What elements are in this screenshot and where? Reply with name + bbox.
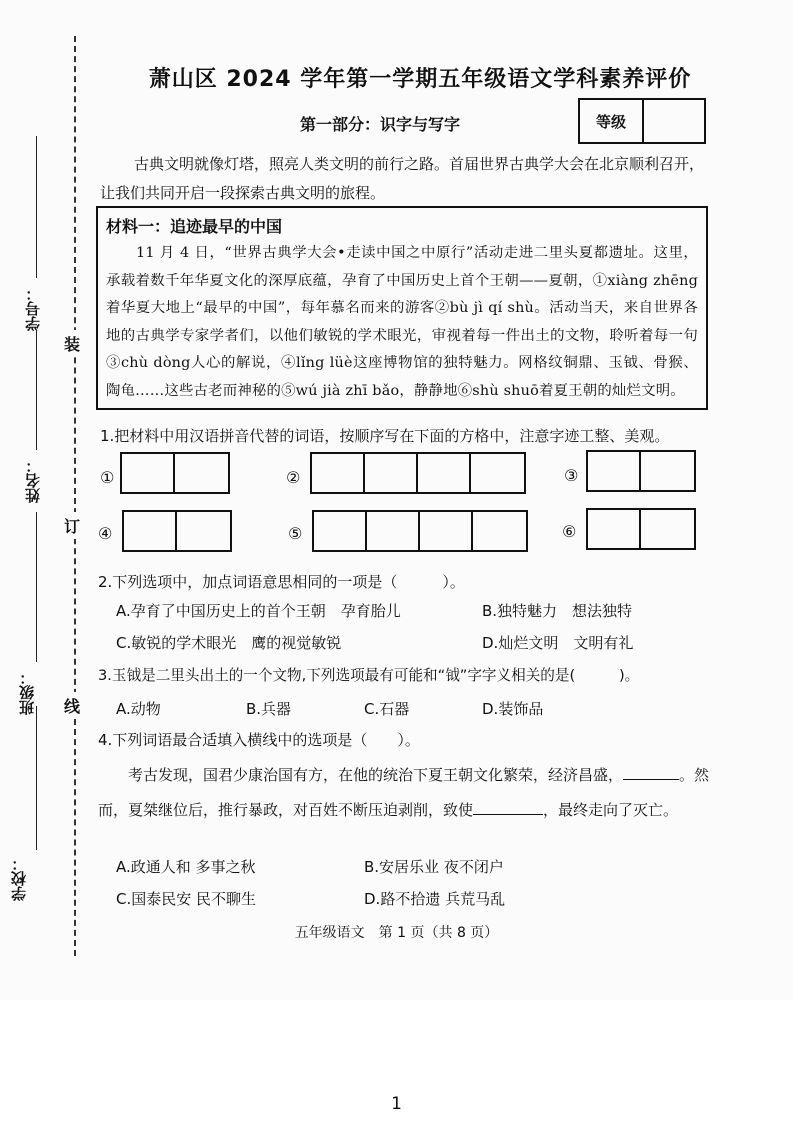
marker-6: ⑥ bbox=[562, 522, 577, 541]
question-2-option-a[interactable]: A.孕育了中国历史上的首个王朝 孕育胎儿 bbox=[116, 602, 401, 620]
binding-mark-zhuang: 装 bbox=[64, 330, 80, 357]
grid-cell[interactable] bbox=[588, 452, 641, 490]
grid-cell[interactable] bbox=[471, 454, 524, 492]
grid-cell[interactable] bbox=[641, 510, 694, 548]
material-one-title: 材料一：追迹最早的中国 bbox=[106, 217, 283, 236]
grid-cell[interactable] bbox=[418, 454, 471, 492]
binding-mark-ding: 订 bbox=[64, 512, 80, 539]
grid-cell[interactable] bbox=[367, 512, 420, 550]
grid-cell[interactable] bbox=[177, 512, 230, 550]
question-3-option-b[interactable]: B.兵器 bbox=[246, 700, 292, 718]
grid-cell[interactable] bbox=[641, 452, 694, 490]
school-line bbox=[36, 706, 37, 850]
question-3-text: 3.玉钺是二里头出土的一个文物,下列选项最有可能和“钺”字字义相关的是( )。 bbox=[98, 667, 640, 684]
passage-part-b: 。然而，夏桀继位后，推行暴政，对百姓不断压迫剥削，致使 bbox=[98, 766, 710, 819]
grid-cell[interactable] bbox=[473, 512, 526, 550]
question-4-text: 4.下列词语最合适填入横线中的选项是（ ）。 bbox=[98, 731, 420, 749]
name-label: 姓名： bbox=[24, 458, 42, 503]
question-3-option-a[interactable]: A.动物 bbox=[116, 700, 161, 718]
passage-part-c: ，最终走向了灭亡。 bbox=[543, 801, 679, 819]
question-4-passage bbox=[98, 758, 710, 828]
question-4-option-a[interactable]: A.政通人和 多事之秋 bbox=[116, 858, 256, 876]
page-number: 1 bbox=[391, 1094, 402, 1114]
grade-input-cell[interactable] bbox=[644, 100, 704, 142]
question-2-option-d[interactable]: D.灿烂文明 文明有礼 bbox=[482, 634, 634, 652]
grid-cell[interactable] bbox=[124, 512, 177, 550]
answer-blank-2[interactable] bbox=[473, 800, 543, 815]
grid-cell[interactable] bbox=[175, 454, 228, 492]
question-4-option-b[interactable]: B.安居乐业 夜不闭户 bbox=[364, 858, 504, 876]
grid-cell[interactable] bbox=[314, 512, 367, 550]
passage-part-a: 考古发现，国君少康治国有方，在他的统治下夏王朝文化繁荣，经济昌盛， bbox=[128, 766, 624, 784]
material-one-body: 11 月 4 日，“世界古典学大会•走读中国之中原行”活动走进二里头夏都遗址。这里，承载着数千年华夏文化的深厚底蕴，孕育了中国历史上首个王朝——夏朝，①xiàng zhēng着华夏大地上“最早的中国”，每年慕名而来的游客②bù jì qí shù。活动当天，来自世界各地的古典学专家学者们，以他们敏锐的学术眼光，审视着每一件出土的文物，聆听着每一句③chù dòng人心的解说，④lǐng lüè这座博物馆的独特魅力。网格纹铜鼎、玉钺、骨猴、陶龟……这些古老而神秘的⑤wú jià zhī bǎo，静静地⑥shù shuō着夏王朝的灿烂文明。 bbox=[106, 245, 698, 399]
binding-dashed-line bbox=[74, 36, 76, 956]
class-label: 班级： bbox=[18, 670, 36, 715]
student-id-line bbox=[36, 136, 37, 278]
question-3-option-c[interactable]: C.石器 bbox=[364, 700, 410, 718]
question-4-option-c[interactable]: C.国泰民安 民不聊生 bbox=[116, 890, 257, 908]
grid-cell[interactable] bbox=[312, 454, 365, 492]
marker-2: ② bbox=[286, 468, 301, 487]
grid-cell[interactable] bbox=[122, 454, 175, 492]
answer-grid-2[interactable] bbox=[310, 452, 526, 494]
marker-3: ③ bbox=[564, 466, 579, 485]
page-footer: 五年级语文 第 1 页（共 8 页） bbox=[294, 925, 499, 941]
question-2-text: 2.下列选项中，加点词语意思相同的一项是（ ）。 bbox=[98, 573, 465, 591]
class-line bbox=[36, 512, 37, 662]
grid-cell[interactable] bbox=[588, 510, 641, 548]
marker-5: ⑤ bbox=[288, 524, 303, 543]
answer-blank-1[interactable] bbox=[623, 765, 679, 780]
answer-grid-3[interactable] bbox=[586, 450, 696, 492]
name-line bbox=[36, 330, 37, 450]
question-2-option-c[interactable]: C.敏锐的学术眼光 鹰的视觉敏锐 bbox=[116, 634, 342, 652]
question-4-option-d[interactable]: D.路不拾遗 兵荒马乱 bbox=[364, 890, 506, 908]
intro-paragraph: 古典文明就像灯塔，照亮人类文明的前行之路。首届世界古典学大会在北京顺利召开，让我们共同开启一段探索古典文明的旅程。 bbox=[100, 155, 705, 202]
student-id-label: 学号： bbox=[24, 286, 42, 331]
answer-grid-4[interactable] bbox=[122, 510, 232, 552]
grid-cell[interactable] bbox=[365, 454, 418, 492]
marker-4: ④ bbox=[98, 524, 113, 543]
answer-grid-6[interactable] bbox=[586, 508, 696, 550]
marker-1: ① bbox=[100, 468, 115, 487]
question-2-option-b[interactable]: B.独特魅力 想法独特 bbox=[482, 602, 633, 620]
material-one-box bbox=[96, 206, 708, 410]
question-1-text: 1.把材料中用汉语拼音代替的词语，按顺序写在下面的方格中，注意字迹工整、美观。 bbox=[100, 427, 670, 445]
school-label: 学校： bbox=[10, 856, 28, 901]
grade-box bbox=[578, 98, 706, 144]
grid-cell[interactable] bbox=[420, 512, 473, 550]
answer-grid-1[interactable] bbox=[120, 452, 230, 494]
question-3-option-d[interactable]: D.装饰品 bbox=[482, 700, 544, 718]
grade-label: 等级 bbox=[580, 100, 644, 142]
binding-mark-xian: 线 bbox=[64, 692, 80, 719]
part-heading: 第一部分：识字与写字 bbox=[300, 115, 461, 134]
answer-grid-5[interactable] bbox=[312, 510, 528, 552]
exam-title: 萧山区 2024 学年第一学期五年级语文学科素养评价 bbox=[148, 67, 692, 92]
